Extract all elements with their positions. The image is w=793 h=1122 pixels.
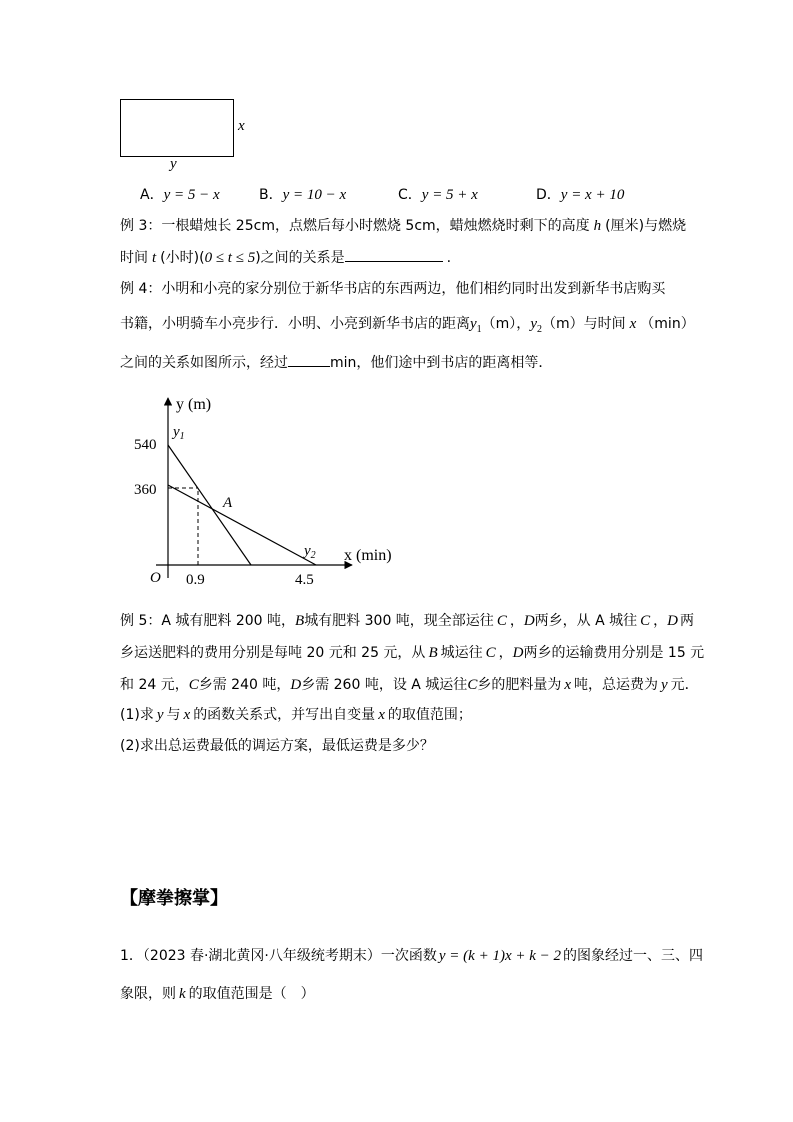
point-a-label: A [223, 495, 233, 511]
option-a: A．y = 5 − x [140, 187, 220, 203]
distance-time-graph [128, 390, 398, 590]
example5-question2: (2)求出总运费最低的调运方案，最低运费是多少？ [120, 738, 434, 754]
example5-line2: 乡运送肥料的费用分别是每吨 20 元和 25 元，从 B 城运往 C ，D两乡的运输费用分别是 15 元 [120, 645, 705, 661]
rectangle-label-x: x [238, 118, 245, 134]
section-title: 【摩拳擦掌】 [120, 888, 228, 909]
example3-line1: 例 3：一根蜡烛长 25cm，点燃后每小时燃烧 5cm，蜡烛燃烧时剩下的高度 h (厘米)与燃烧 [120, 218, 687, 234]
answer-blank-ex3[interactable] [345, 247, 443, 262]
example4-line3: 之间的关系如图所示，经过 min，他们途中到书店的距离相等． [120, 352, 552, 373]
origin-label: O [150, 570, 161, 586]
question1-line1: 1．（2023 春·湖北黄冈·八年级统考期末）一次函数 y = (k + 1)x + k − 2 的图象经过一、三、四 [120, 948, 703, 964]
answer-blank-ex4[interactable] [288, 352, 330, 367]
example5-question1: (1)求 y 与 x 的函数关系式，并写出自变量 x 的取值范围； [120, 707, 472, 723]
tick-label-4.5: 4.5 [295, 572, 314, 588]
tick-label-540: 540 [134, 437, 157, 453]
example5-line1: 例 5：A 城有肥料 200 吨，B城有肥料 300 吨，现全部运往 C ，D两乡，从 A 城往 C ，D 两 [120, 613, 695, 629]
example3-line2: 时间 t (小时)(0 ≤ t ≤ 5)之间的关系是 . [120, 247, 451, 268]
y1-series-label: $y_1$ [173, 424, 185, 442]
tick-label-0.9: 0.9 [186, 572, 205, 588]
rectangle-figure [120, 99, 234, 157]
rectangle-label-y: y [170, 156, 177, 172]
y2-series-label: $y_2$ [304, 543, 316, 561]
option-c: C．y = 5 + x [398, 187, 478, 203]
y-axis-label: y (m) [176, 396, 212, 413]
question1-line2: 象限，则 k 的取值范围是（ ） [120, 986, 315, 1002]
y1-line [168, 445, 251, 565]
example4-line1: 例 4：小明和小亮的家分别位于新华书店的东西两边，他们相约同时出发到新华书店购买 [120, 281, 666, 297]
example5-line3: 和 24 元，C乡需 240 吨，D乡需 260 吨，设 A 城运往C乡的肥料量为 x 吨，总运费为 y 元． [120, 677, 699, 693]
tick-label-360: 360 [134, 482, 157, 498]
option-b: B．y = 10 − x [259, 187, 347, 203]
example4-line2: 书籍，小明骑车小亮步行．小明、小亮到新华书店的距离$y_1(m)$，$y_2(m)$与时间 x （min） [120, 316, 695, 335]
x-axis-label: x (min) [344, 547, 392, 564]
option-d: D．y = x + 10 [536, 187, 625, 203]
